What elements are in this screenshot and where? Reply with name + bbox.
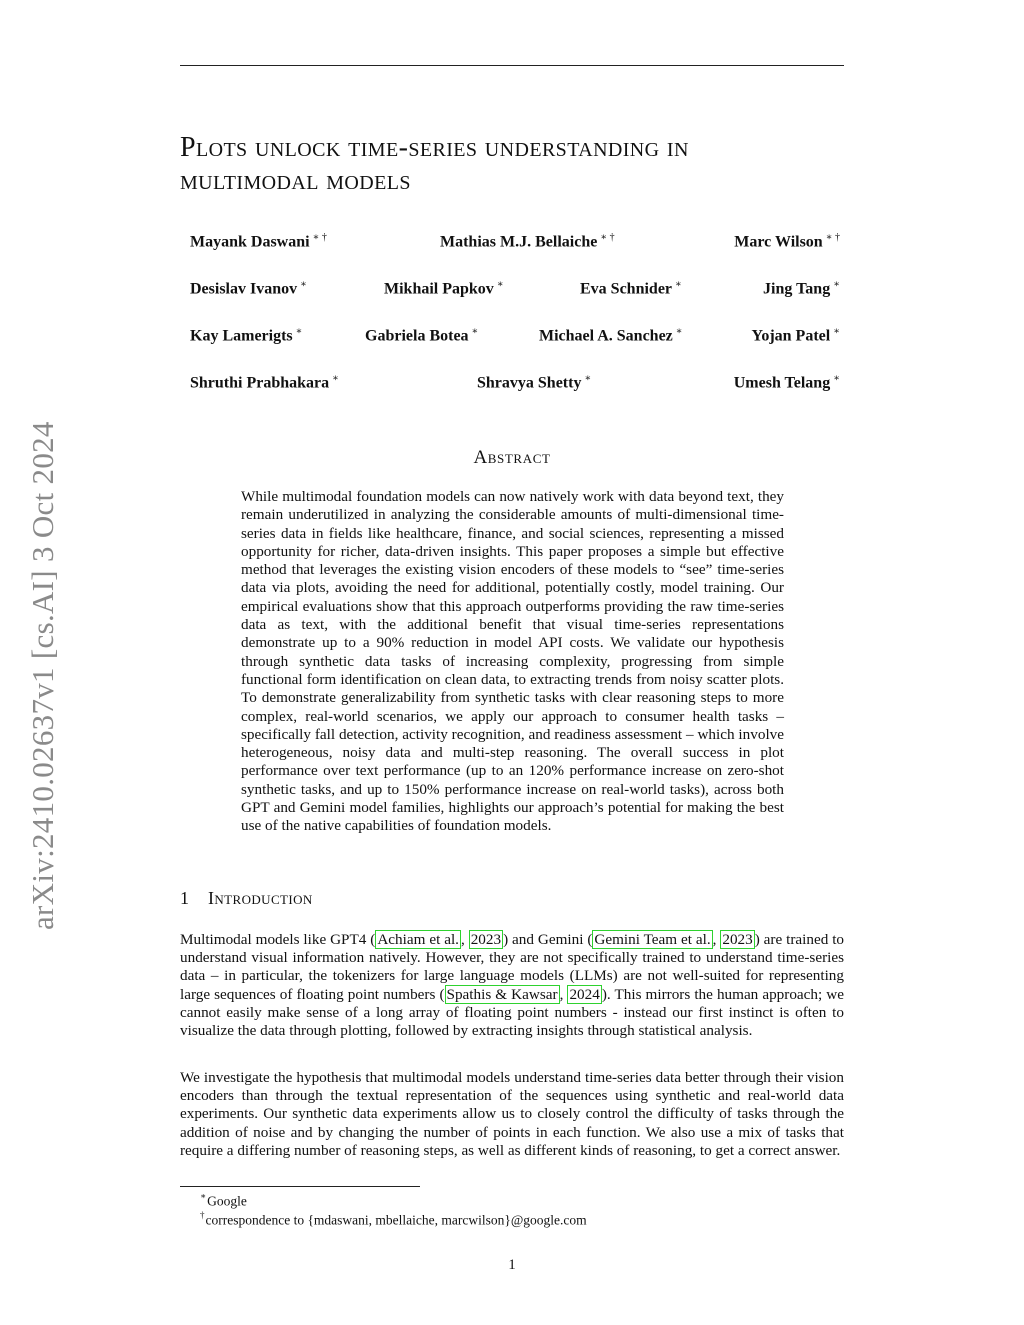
author: Mathias M.J. Bellaiche ∗ † (440, 232, 615, 251)
author: Gabriela Botea ∗ (365, 326, 479, 345)
arxiv-identifier: arXiv:2410.02637v1 [cs.AI] 3 Oct 2024 (25, 421, 60, 930)
section-heading-introduction (180, 888, 313, 909)
author-row-3 (190, 321, 840, 343)
citation-link-achiam-year[interactable]: 2023 (470, 931, 502, 948)
page-number: 1 (508, 1257, 516, 1273)
author: Michael A. Sanchez ∗ (539, 326, 683, 345)
footnote-2: †correspondence to {mdaswani, mbellaiche, marcwilson}@google.com (200, 1210, 587, 1228)
author: Shruthi Prabhakara ∗ (190, 373, 339, 392)
intro-paragraph-2: We investigate the hypothesis that multimodal models understand time-series data better through their vision encoders than through the textual representation of the sequences using synthetic and real-world data experiments. Our synthetic data experiments allow us to closely control the difficulty of tasks through the addition of noise and by changing the number of points in each function. We also use a mix of tasks that require a differing number of reasoning steps, as well as different kinds of reasoning, to get a correct answer. (180, 1069, 844, 1159)
title-line-2: multimodal models (180, 165, 411, 196)
abstract-text: While multimodal foundation models can now natively work with data beyond text, they remain underutilized in analyzing the considerable amounts of multi-dimensional time-series data in fields like healthcare, finance, and social sciences, representing a missed opportunity for richer, data-driven insights. This paper proposes a simple but effective method that leverages the existing vision encoders of these models to “see” time-series data via plots, avoiding the need for additional, potentially costly, model training. Our empirical evaluations show that this approach outperforms providing the raw time-series data as text, with the additional benefit that visual time-series representations demonstrate up to a 90% reduction in model API costs. We validate our hypothesis through synthetic data tasks of increasing complexity, progressing from simple functional form identification on clean data, to extracting trends from noisy scatter plots. To demonstrate generalizability from synthetic tasks with clear reasoning steps to more complex, real-world scenarios, we apply our approach to consumer health tasks – specifically fall detection, activity recognition, and readiness assessment – which involve heterogeneous, noisy data and multi-step reasoning. The overall success in plot performance over text performance (up to an 120% performance increase on zero-shot synthetic tasks, and up to 150% performance increase on real-world tasks), across both GPT and Gemini model families, highlights our approach’s potential for making the best use of the native capabilities of foundation models. (241, 488, 784, 835)
citation-link-achiam[interactable]: Achiam et al. (377, 931, 459, 948)
citation-link-gemini-year[interactable]: 2023 (722, 931, 753, 948)
intro-paragraph-1: Multimodal models like GPT4 ( Achiam et al. , 2023 ) and Gemini ( Gemini Team et al. , 2023 ) are trained to understand visual information natively. However, they are not specifically trained to understand time-series data – in particular, the tokenizers for large language models (LLMs) are not well-suited for representing large sequences of floating point numbers ( Spathis & Kawsar , 2024 ). This mirrors the human approach; we cannot easily make sense of a long array of floating point numbers - instead our first instinct is often to visualize the data through plotting, followed by extracting insights through statistical analysis. (180, 931, 845, 1040)
citation-link-gemini[interactable]: Gemini Team et al. (594, 931, 711, 948)
author: Umesh Telang ∗ (733, 373, 840, 392)
title-line-1: lots unlock time-series understanding in (195, 132, 689, 163)
author: Desislav Ivanov ∗ (190, 279, 307, 298)
author: Marc Wilson ∗ † (734, 232, 840, 251)
footnote-rule (180, 1186, 420, 1187)
title-first-cap: P (180, 132, 196, 163)
footnote-1: ∗Google (200, 1191, 247, 1209)
author: Eva Schnider ∗ (580, 279, 682, 298)
citation-link-spathis[interactable]: Spathis & Kawsar (446, 985, 558, 1003)
author-row-4 (190, 368, 840, 390)
author-row-2 (190, 274, 840, 296)
section-title: Introduction (208, 888, 313, 908)
top-rule (180, 65, 844, 66)
author: Kay Lamerigts ∗ (190, 326, 303, 345)
author: Mikhail Papkov ∗ (384, 279, 504, 298)
abstract-heading: Abstract (473, 447, 551, 468)
author: Mayank Daswani ∗ † (190, 232, 327, 251)
author: Yojan Patel ∗ (751, 326, 840, 345)
author-row-1 (190, 227, 840, 249)
section-number: 1 (180, 888, 189, 908)
citation-link-spathis-year[interactable]: 2024 (569, 985, 600, 1003)
author: Jing Tang ∗ (763, 279, 840, 298)
author: Shravya Shetty ∗ (477, 373, 592, 392)
paper-title (180, 131, 844, 197)
